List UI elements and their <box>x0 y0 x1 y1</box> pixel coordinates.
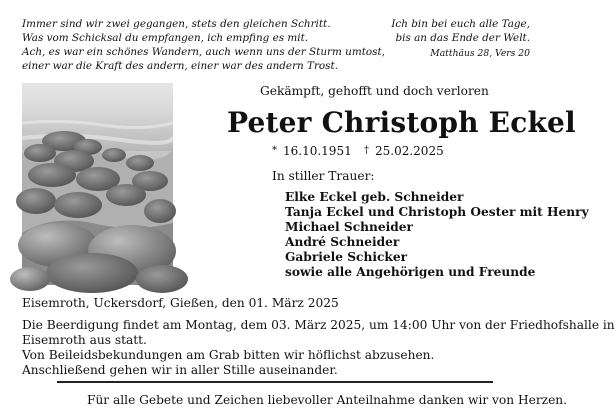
mourner: Tanja Eckel und Christoph Oester mit Henry <box>285 205 589 219</box>
poem-line: Immer sind wir zwei gegangen, stets den gleichen Schritt. <box>22 18 331 30</box>
bible-verse-line: bis an das Ende der Welt. <box>395 32 530 44</box>
mourner: Elke Eckel geb. Schneider <box>285 190 464 204</box>
motto: Gekämpft, gehofft und doch verloren <box>260 84 489 98</box>
poem-line: einer war die Kraft des andern, einer war des andern Trost. <box>22 60 338 72</box>
mourner: sowie alle Angehörigen und Freunde <box>285 265 536 279</box>
info-line: Anschließend gehen wir in aller Stille auseinander. <box>22 363 338 377</box>
coastal-rocks-photo <box>22 83 173 285</box>
mourning-intro: In stiller Trauer: <box>272 169 375 183</box>
mourner: André Schneider <box>285 235 400 249</box>
birth-symbol: * <box>272 145 277 156</box>
birth-date <box>272 144 364 158</box>
life-dates <box>272 144 444 158</box>
bible-verse-line: Ich bin bei euch alle Tage, <box>391 18 530 30</box>
poem-left <box>22 17 385 73</box>
divider-rule <box>57 381 493 383</box>
death-symbol: † <box>364 145 369 156</box>
death-date-value: 25.02.2025 <box>375 144 444 158</box>
info-line: Von Beileidsbekundungen am Grab bitten wir höflichst abzusehen. <box>22 348 435 362</box>
mourners-list <box>285 190 589 280</box>
thanks-line: Für alle Gebete und Zeichen liebevoller Anteilnahme danken wir von Herzen. <box>87 393 568 407</box>
info-line: Die Beerdigung findet am Montag, dem 03. März 2025, um 14:00 Uhr von der Friedhofshalle in <box>22 318 615 332</box>
info-line: Eisemroth aus statt. <box>22 333 147 347</box>
death-date <box>364 144 444 158</box>
birth-date-value: 16.10.1951 <box>283 144 352 158</box>
mourner: Michael Schneider <box>285 220 413 234</box>
bible-verse-source: Matthäus 28, Vers 20 <box>430 48 530 59</box>
poem-line: Ach, es war ein schönes Wandern, auch wenn uns der Sturm umtost, <box>22 46 385 58</box>
mourner: Gabriele Schicker <box>285 250 408 264</box>
funeral-info <box>22 318 615 378</box>
place-date: Eisemroth, Uckersdorf, Gießen, den 01. März 2025 <box>22 296 339 310</box>
poem-line: Was vom Schicksal du empfangen, ich empfing es mit. <box>22 32 309 44</box>
poem-right <box>391 17 530 61</box>
deceased-name: Peter Christoph Eckel <box>227 106 576 139</box>
